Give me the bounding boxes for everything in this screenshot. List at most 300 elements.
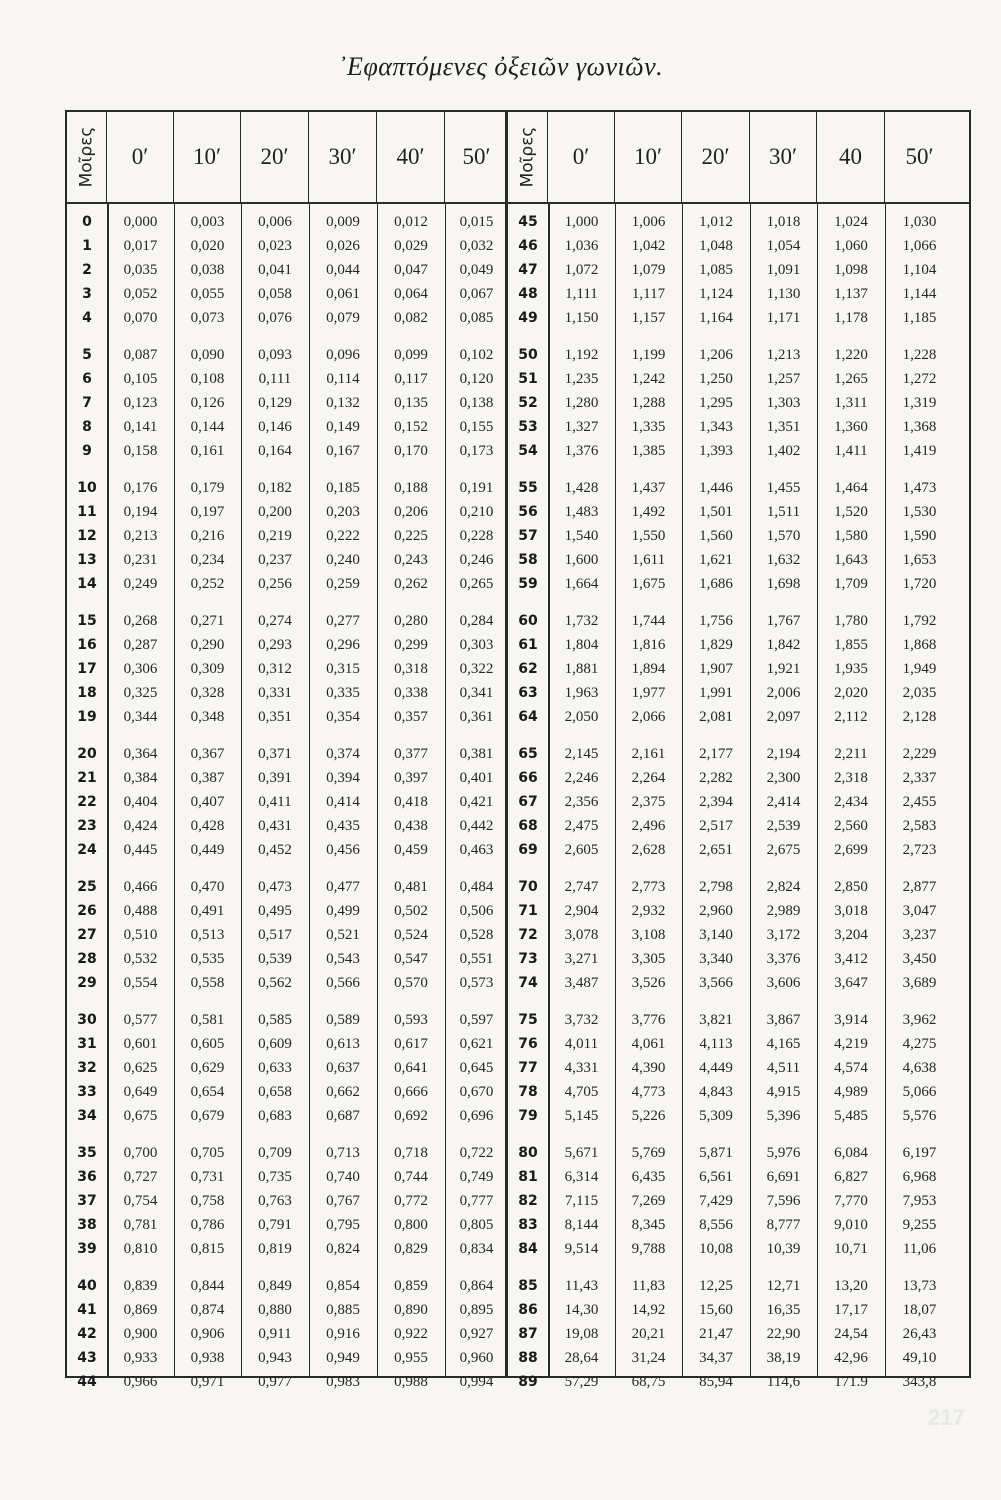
tangent-value-cell: 1,419: [902, 443, 937, 459]
tangent-value-cell: 17,17: [834, 1302, 868, 1318]
tangent-value-cell: 0,613: [326, 1036, 360, 1052]
minutes-column-header: 40: [817, 112, 885, 202]
tangent-value-cell: 0,079: [326, 310, 360, 326]
table-row: [508, 367, 969, 391]
tangent-value-cell: 0,144: [190, 419, 225, 435]
minutes-column-header: 20′: [241, 112, 309, 202]
degree-cell: 74: [518, 975, 538, 991]
tangent-value-cell: 1,855: [834, 637, 868, 653]
tangent-value-cell: 10,71: [834, 1241, 868, 1257]
table-row: [67, 838, 505, 862]
degree-cell: 68: [518, 818, 538, 834]
tangent-value-cell: 0,906: [190, 1326, 225, 1342]
tangent-value-cell: 0,038: [190, 262, 225, 278]
tangent-value-cell: 0,424: [123, 818, 158, 834]
tangent-value-cell: 1,091: [766, 262, 801, 278]
degree-cell: 17: [77, 661, 97, 677]
tangent-value-cell: 0,391: [258, 770, 292, 786]
degree-cell: 6: [82, 371, 92, 387]
tangent-value-cell: 6,435: [631, 1169, 666, 1185]
tangent-value-cell: 0,933: [123, 1350, 158, 1366]
tangent-value-cell: 1,111: [565, 286, 598, 302]
tangent-value-cell: 1,150: [564, 310, 599, 326]
tangent-value-cell: 0,815: [190, 1241, 225, 1257]
column-divider: [174, 204, 175, 1376]
tangent-value-cell: 0,510: [123, 927, 158, 943]
tangent-value-cell: 3,018: [834, 903, 868, 919]
minutes-column-header: 30′: [309, 112, 377, 202]
tangent-value-cell: 1,437: [631, 480, 666, 496]
tangent-value-cell: 0,290: [190, 637, 225, 653]
table-row: [508, 1056, 969, 1080]
tangent-value-cell: 2,628: [631, 842, 666, 858]
tangent-value-cell: 0,185: [326, 480, 360, 496]
tangent-value-cell: 2,723: [902, 842, 937, 858]
table-right-half: [508, 112, 969, 1390]
tangent-value-cell: 0,246: [459, 552, 494, 568]
tangent-value-cell: 2,006: [766, 685, 801, 701]
tangent-value-cell: 2,455: [902, 794, 937, 810]
tangent-value-cell: 0,173: [459, 443, 494, 459]
degree-cell: 23: [77, 818, 97, 834]
tangent-value-cell: 0,123: [123, 395, 158, 411]
tangent-value-cell: 0,791: [258, 1217, 292, 1233]
tangent-value-cell: 9,788: [631, 1241, 666, 1257]
table-row: [67, 306, 505, 330]
tangent-value-cell: 6,968: [902, 1169, 937, 1185]
tangent-value-cell: 0,076: [258, 310, 292, 326]
tangent-value-cell: 0,351: [258, 709, 292, 725]
tangent-value-cell: 0,170: [394, 443, 428, 459]
tangent-value-cell: 0,117: [394, 371, 428, 387]
table-row: [508, 814, 969, 838]
tangent-value-cell: 9,010: [834, 1217, 868, 1233]
tangent-value-cell: 5,145: [564, 1108, 599, 1124]
tangent-value-cell: 0,517: [258, 927, 292, 943]
tangent-value-cell: 1,351: [766, 419, 801, 435]
degree-cell: 85: [518, 1278, 538, 1294]
tangent-value-cell: 0,927: [459, 1326, 494, 1342]
tangent-value-cell: 2,050: [564, 709, 599, 725]
tangent-value-cell: 0,463: [459, 842, 494, 858]
degree-cell: 7: [82, 395, 92, 411]
tangent-value-cell: 1,621: [699, 552, 733, 568]
tangent-value-cell: 1,720: [902, 576, 937, 592]
tangent-value-cell: 1,185: [902, 310, 937, 326]
tangent-value-cell: 1,311: [834, 395, 868, 411]
table-row: [67, 875, 505, 899]
degree-cell: 47: [518, 262, 538, 278]
tangent-value-cell: 0,428: [190, 818, 225, 834]
tangent-value-cell: 1,192: [564, 347, 599, 363]
tangent-value-cell: 5,066: [902, 1084, 937, 1100]
degree-cell: 39: [77, 1241, 97, 1257]
tangent-value-cell: 1,530: [902, 504, 937, 520]
tangent-value-cell: 0,222: [326, 528, 360, 544]
tangent-value-cell: 0,709: [258, 1145, 292, 1161]
tangent-value-cell: 0,012: [394, 214, 428, 230]
tangent-value-cell: 1,368: [902, 419, 937, 435]
tangent-value-cell: 0,361: [459, 709, 494, 725]
tangent-value-cell: 0,758: [190, 1193, 225, 1209]
table-header-left: [67, 112, 505, 204]
tangent-value-cell: 5,396: [766, 1108, 801, 1124]
tangent-value-cell: 1,580: [834, 528, 868, 544]
tangent-value-cell: 0,577: [123, 1012, 158, 1028]
tangent-value-cell: 1,550: [631, 528, 666, 544]
degree-cell: 24: [77, 842, 97, 858]
tangent-value-cell: 1,272: [902, 371, 937, 387]
table-row: [508, 681, 969, 705]
tangent-value-cell: 6,314: [564, 1169, 599, 1185]
tangent-value-cell: 3,732: [564, 1012, 599, 1028]
degree-cell: 43: [77, 1350, 97, 1366]
tangent-value-cell: 4,773: [631, 1084, 666, 1100]
degree-cell: 28: [77, 951, 97, 967]
tangent-value-cell: 26,43: [902, 1326, 937, 1342]
column-divider: [445, 204, 446, 1376]
tangent-value-cell: 0,234: [190, 552, 225, 568]
tangent-value-cell: 2,850: [834, 879, 868, 895]
tangent-value-cell: 0,532: [123, 951, 158, 967]
tangent-value-cell: 4,449: [699, 1060, 733, 1076]
tangent-value-cell: 0,293: [258, 637, 292, 653]
degree-cell: 45: [518, 214, 538, 230]
tangent-value-cell: 0,513: [190, 927, 225, 943]
tangent-value-cell: 2,932: [631, 903, 666, 919]
table-row: [508, 500, 969, 524]
tangent-value-cell: 0,900: [123, 1326, 158, 1342]
tangent-value-cell: 3,526: [631, 975, 666, 991]
degree-cell: 44: [77, 1374, 97, 1390]
tangent-value-cell: 0,700: [123, 1145, 158, 1161]
tangent-value-cell: 1,265: [834, 371, 868, 387]
tangent-value-cell: 0,824: [326, 1241, 360, 1257]
tangent-value-cell: 1,303: [766, 395, 801, 411]
degree-cell: 14: [77, 576, 97, 592]
tangent-value-cell: 1,199: [631, 347, 666, 363]
tangent-value-cell: 0,141: [123, 419, 158, 435]
table-row: [67, 609, 505, 633]
table-row: [508, 439, 969, 463]
tangent-value-cell: 0,662: [326, 1084, 360, 1100]
tangent-value-cell: 4,219: [834, 1036, 868, 1052]
degree-cell: 12: [77, 528, 97, 544]
tangent-value-cell: 0,219: [258, 528, 292, 544]
tangent-value-cell: 0,477: [326, 879, 360, 895]
tangent-value-cell: 0,431: [258, 818, 292, 834]
tangent-value-cell: 1,473: [902, 480, 937, 496]
tangent-value-cell: 1,280: [564, 395, 599, 411]
tangent-value-cell: 0,535: [190, 951, 225, 967]
tangent-value-cell: 3,305: [631, 951, 666, 967]
tangent-value-cell: 0,384: [123, 770, 158, 786]
tangent-value-cell: 2,414: [766, 794, 801, 810]
tangent-value-cell: 0,138: [459, 395, 494, 411]
tangent-value-cell: 3,140: [699, 927, 733, 943]
tangent-value-cell: 0,524: [394, 927, 428, 943]
table-row: [508, 476, 969, 500]
tangent-value-cell: 1,411: [834, 443, 868, 459]
tangent-value-cell: 12,25: [699, 1278, 733, 1294]
tangent-value-cell: 0,481: [394, 879, 428, 895]
tangent-value-cell: 1,104: [902, 262, 937, 278]
table-row: [508, 343, 969, 367]
tangent-value-cell: 1,048: [699, 238, 733, 254]
column-divider: [682, 204, 683, 1376]
tangent-value-cell: 0,082: [394, 310, 428, 326]
tangent-value-cell: 0,206: [394, 504, 428, 520]
column-divider: [548, 204, 550, 1376]
degree-cell: 20: [77, 746, 97, 762]
tangent-value-cell: 0,597: [459, 1012, 494, 1028]
degree-cell: 2: [82, 262, 92, 278]
tangent-value-cell: 0,357: [394, 709, 428, 725]
degree-cell: 58: [518, 552, 538, 568]
tangent-value-cell: 0,073: [190, 310, 225, 326]
tangent-value-cell: 19,08: [564, 1326, 599, 1342]
page-title: ᾿Εφαπτόμενες ὀξειῶν γωνιῶν.: [337, 52, 664, 81]
tangent-value-cell: 1,935: [834, 661, 868, 677]
tangent-value-cell: 0,023: [258, 238, 292, 254]
tangent-value-cell: 0,179: [190, 480, 225, 496]
tangent-value-cell: 0,593: [394, 1012, 428, 1028]
tangent-value-cell: 0,167: [326, 443, 360, 459]
tangent-value-cell: 0,819: [258, 1241, 292, 1257]
degree-cell: 73: [518, 951, 538, 967]
table-row: [67, 899, 505, 923]
degree-cell: 34: [77, 1108, 97, 1124]
tangent-value-cell: 1,560: [699, 528, 733, 544]
degree-cell: 42: [77, 1326, 97, 1342]
tangent-value-cell: 0,284: [459, 613, 494, 629]
tangent-value-cell: 0,155: [459, 419, 494, 435]
tangent-value-cell: 4,113: [699, 1036, 733, 1052]
tangent-value-cell: 1,664: [564, 576, 599, 592]
tangent-value-cell: 1,804: [564, 637, 599, 653]
tangent-value-cell: 3,204: [834, 927, 868, 943]
table-row: [67, 282, 505, 306]
tangent-value-cell: 2,824: [766, 879, 801, 895]
tangent-value-cell: 0,020: [190, 238, 225, 254]
tangent-value-cell: 0,617: [394, 1036, 428, 1052]
tangent-value-cell: 1,178: [834, 310, 868, 326]
tangent-value-cell: 171.9: [834, 1374, 868, 1390]
tangent-value-cell: 2,773: [631, 879, 666, 895]
tangent-value-cell: 0,829: [394, 1241, 428, 1257]
table-body-left: [67, 204, 505, 1390]
tangent-value-cell: 1,295: [699, 395, 733, 411]
degree-cell: 82: [518, 1193, 538, 1209]
table-row: [67, 1032, 505, 1056]
tangent-value-cell: 0,265: [459, 576, 494, 592]
tangent-value-cell: 2,161: [631, 746, 666, 762]
tangent-value-cell: 0,767: [326, 1193, 360, 1209]
tangent-value-cell: 7,953: [902, 1193, 937, 1209]
degree-cell: 49: [518, 310, 538, 326]
tangent-value-cell: 3,340: [699, 951, 733, 967]
tangent-value-cell: 0,839: [123, 1278, 158, 1294]
tangent-value-cell: 5,769: [631, 1145, 666, 1161]
column-divider: [107, 204, 109, 1376]
tangent-value-cell: 1,977: [631, 685, 666, 701]
tangent-value-cell: 0,096: [326, 347, 360, 363]
degree-cell: 69: [518, 842, 538, 858]
degree-cell: 55: [518, 480, 538, 496]
tangent-value-cell: 0,484: [459, 879, 494, 895]
table-row: [67, 1165, 505, 1189]
tangent-value-cell: 1,242: [631, 371, 666, 387]
degree-cell: 83: [518, 1217, 538, 1233]
tangent-value-cell: 1,228: [902, 347, 937, 363]
tangent-value-cell: 6,197: [902, 1145, 937, 1161]
tangent-value-cell: 0,318: [394, 661, 428, 677]
tangent-value-cell: 0,026: [326, 238, 360, 254]
tangent-value-cell: 5,871: [699, 1145, 733, 1161]
tangent-value-cell: 1,157: [631, 310, 666, 326]
tangent-value-cell: 0,203: [326, 504, 360, 520]
degree-cell: 70: [518, 879, 538, 895]
tangent-value-cell: 0,315: [326, 661, 360, 677]
tangent-value-cell: 2,560: [834, 818, 868, 834]
tangent-value-cell: 0,718: [394, 1145, 428, 1161]
tangent-value-cell: 0,401: [459, 770, 494, 786]
tangent-value-cell: 2,177: [699, 746, 733, 762]
tangent-value-cell: 0,328: [190, 685, 225, 701]
table-row: [508, 790, 969, 814]
tangent-value-cell: 0,411: [258, 794, 292, 810]
tangent-value-cell: 0,977: [258, 1374, 292, 1390]
tangent-value-cell: 0,731: [190, 1169, 225, 1185]
column-divider: [615, 204, 616, 1376]
tangent-value-cell: 1,171: [766, 310, 801, 326]
tangent-value-cell: 0,158: [123, 443, 158, 459]
degree-cell: 80: [518, 1145, 538, 1161]
degree-cell: 37: [77, 1193, 97, 1209]
table-row: [508, 742, 969, 766]
degrees-column-header: [508, 112, 548, 202]
table-row: [508, 838, 969, 862]
degree-cell: 13: [77, 552, 97, 568]
tangent-value-cell: 6,084: [834, 1145, 868, 1161]
tangent-value-cell: 15,60: [699, 1302, 733, 1318]
tangent-value-cell: 1,780: [834, 613, 868, 629]
tangent-value-cell: 1,756: [699, 613, 733, 629]
tangent-value-cell: 0,331: [258, 685, 292, 701]
tangent-value-cell: 0,955: [394, 1350, 428, 1366]
tangent-value-cell: 0,754: [123, 1193, 158, 1209]
degrees-header-label: Μοῖρες: [517, 126, 538, 188]
tangent-value-cell: 1,018: [766, 214, 801, 230]
tangent-value-cell: 0,414: [326, 794, 360, 810]
table-row: [508, 705, 969, 729]
tangent-value-cell: 85,94: [699, 1374, 733, 1390]
degree-cell: 81: [518, 1169, 538, 1185]
tangent-value-cell: 0,132: [326, 395, 360, 411]
tangent-value-cell: 0,521: [326, 927, 360, 943]
tangent-value-cell: 0,058: [258, 286, 292, 302]
tangent-value-cell: 0,129: [258, 395, 292, 411]
tangent-value-cell: 1,376: [564, 443, 599, 459]
table-row: [67, 391, 505, 415]
tangent-value-cell: 34,37: [699, 1350, 733, 1366]
degree-cell: 25: [77, 879, 97, 895]
tangent-value-cell: 1,483: [564, 504, 599, 520]
table-row: [508, 1298, 969, 1322]
tangent-value-cell: 2,798: [699, 879, 733, 895]
tangent-value-cell: 1,540: [564, 528, 599, 544]
tangent-value-cell: 1,319: [902, 395, 937, 411]
tangent-value-cell: 6,561: [699, 1169, 733, 1185]
tangent-value-cell: 13,20: [834, 1278, 868, 1294]
tangent-value-cell: 0,188: [394, 480, 428, 496]
degree-cell: 53: [518, 419, 538, 435]
tangent-value-cell: 0,585: [258, 1012, 292, 1028]
tangent-value-cell: 0,120: [459, 371, 494, 387]
tangent-value-cell: 0,670: [459, 1084, 494, 1100]
table-row: [67, 415, 505, 439]
tangent-value-cell: 0,473: [258, 879, 292, 895]
tangent-value-cell: 0,090: [190, 347, 225, 363]
tangent-value-cell: 0,387: [190, 770, 225, 786]
tangent-value-cell: 8,144: [564, 1217, 599, 1233]
table-row: [67, 548, 505, 572]
tangent-value-cell: 1,257: [766, 371, 801, 387]
tangent-value-cell: 1,881: [564, 661, 599, 677]
table-row: [67, 572, 505, 596]
tangent-value-cell: 0,354: [326, 709, 360, 725]
tangent-value-cell: 2,300: [766, 770, 801, 786]
degree-cell: 84: [518, 1241, 538, 1257]
tangent-value-cell: 14,30: [564, 1302, 599, 1318]
table-row: [67, 971, 505, 995]
tangent-value-cell: 11,83: [631, 1278, 666, 1294]
tangent-value-cell: 0,287: [123, 637, 158, 653]
tangent-value-cell: 0,658: [258, 1084, 292, 1100]
tangent-value-cell: 0,335: [326, 685, 360, 701]
tangent-value-cell: 1,428: [564, 480, 599, 496]
tangent-value-cell: 0,259: [326, 576, 360, 592]
tangent-value-cell: 1,030: [902, 214, 937, 230]
tangent-value-cell: 0,067: [459, 286, 494, 302]
tangent-value-cell: 0,502: [394, 903, 428, 919]
tangent-value-cell: 11,06: [902, 1241, 937, 1257]
tangent-value-cell: 0,570: [394, 975, 428, 991]
tangent-value-cell: 3,172: [766, 927, 801, 943]
minutes-column-header: 0′: [548, 112, 615, 202]
column-divider: [750, 204, 751, 1376]
tangent-value-cell: 0,407: [190, 794, 225, 810]
tangent-value-cell: 6,827: [834, 1169, 868, 1185]
table-row: [508, 306, 969, 330]
table-row: [67, 524, 505, 548]
tangent-value-cell: 1,206: [699, 347, 733, 363]
tangent-value-cell: 3,487: [564, 975, 599, 991]
degree-cell: 31: [77, 1036, 97, 1052]
tangent-value-cell: 2,583: [902, 818, 937, 834]
minutes-column-header: 40′: [377, 112, 445, 202]
tangent-value-cell: 11,43: [564, 1278, 599, 1294]
tangent-value-cell: 1,590: [902, 528, 937, 544]
tangent-value-cell: 1,006: [631, 214, 666, 230]
degree-cell: 52: [518, 395, 538, 411]
tangent-value-cell: 2,211: [834, 746, 868, 762]
tangent-value-cell: 0,547: [394, 951, 428, 967]
tangent-value-cell: 8,556: [699, 1217, 733, 1233]
tangent-value-cell: 0,114: [326, 371, 360, 387]
table-row: [508, 1370, 969, 1394]
degree-cell: 32: [77, 1060, 97, 1076]
